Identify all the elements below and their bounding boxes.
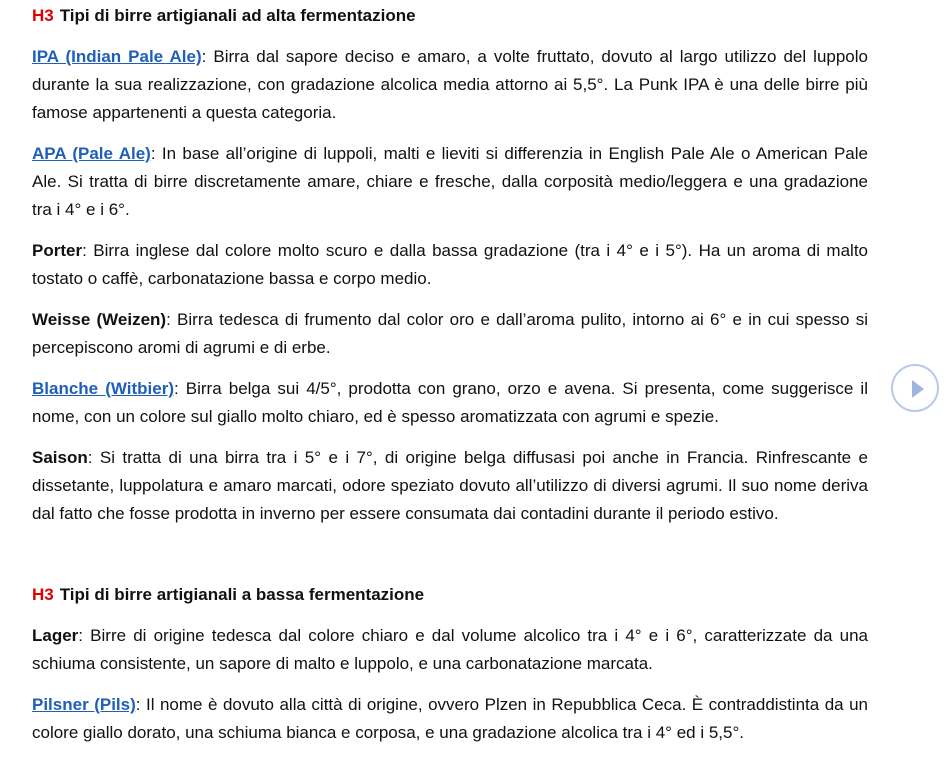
term-porter: Porter xyxy=(32,241,83,260)
section-heading-high-fermentation xyxy=(32,2,868,30)
entry-text: : Si tratta di una birra tra i 5° e i 7°, di origine belga diffusasi poi anche in Francia. Rinfrescante e dissetante, luppolatura e amaro marcati, odore speziato dovuto all’utilizzo di diversi agrumi. Il suo nome deriva dal fatto che fosse prodotta in inverno per essere consumata dai contadini durante il periodo estivo. xyxy=(32,448,868,523)
entry-ipa xyxy=(32,43,868,127)
entry-text: : Birra belga sui 4/5°, prodotta con grano, orzo e avena. Si presenta, come suggerisce il nome, con un colore sul giallo molto chiaro, ed è spesso aromatizzata con agrumi e spezie. xyxy=(32,379,868,426)
heading-text: Tipi di birre artigianali ad alta fermentazione xyxy=(59,6,416,25)
term-weisse: Weisse (Weizen) xyxy=(32,310,167,329)
entry-text: : Birra inglese dal colore molto scuro e dalla bassa gradazione (tra i 4° e i 5°). Ha un aroma di malto tostato o caffè, carbonatazione bassa e corpo medio. xyxy=(32,241,868,288)
entry-text: : Birre di origine tedesca dal colore chiaro e dal volume alcolico tra i 4° e i 6°, caratterizzate da una schiuma consistente, un sapore di malto e luppolo, e una carbonatazione marcata. xyxy=(32,626,868,673)
entry-pilsner xyxy=(32,691,868,747)
play-icon[interactable] xyxy=(891,364,939,412)
link-apa[interactable]: APA (Pale Ale) xyxy=(32,144,151,163)
section-heading-low-fermentation xyxy=(32,581,868,609)
entry-blanche xyxy=(32,375,868,431)
term-saison: Saison xyxy=(32,448,88,467)
link-blanche[interactable]: Blanche (Witbier) xyxy=(32,379,174,398)
link-pilsner[interactable]: Pilsner (Pils) xyxy=(32,695,136,714)
term-lager: Lager xyxy=(32,626,79,645)
entry-text: : Il nome è dovuto alla città di origine, ovvero Plzen in Repubblica Ceca. È contraddistinta da un colore giallo dorato, una schiuma bianca e corposa, e una gradazione alcolica tra i 4° ed i 5,5°. xyxy=(32,695,869,742)
entry-lager xyxy=(32,622,868,678)
entry-text: : Birra tedesca di frumento dal color oro e dall’aroma pulito, intorno ai 6° e in cui spesso si percepiscono aromi di agrumi e di erbe. xyxy=(32,310,868,357)
entry-apa xyxy=(32,140,868,224)
entry-text: : Birra dal sapore deciso e amaro, a volte fruttato, dovuto al largo utilizzo del luppolo durante la sua realizzazione, con gradazione alcolica media attorno ai 5,5°. La Punk IPA è una delle birre più famose appartenenti a questa categoria. xyxy=(32,47,868,122)
link-ipa[interactable]: IPA (Indian Pale Ale) xyxy=(32,47,202,66)
heading-tag: H3 xyxy=(32,6,54,25)
entry-saison xyxy=(32,444,868,528)
document-body xyxy=(32,0,868,747)
heading-text: Tipi di birre artigianali a bassa fermentazione xyxy=(59,585,425,604)
heading-tag: H3 xyxy=(32,585,54,604)
entry-porter xyxy=(32,237,868,293)
entry-weisse xyxy=(32,306,868,362)
entry-text: : In base all’origine di luppoli, malti e lieviti si differenzia in English Pale Ale o American Pale Ale. Si tratta di birre discretamente amare, chiare e fresche, dalla corposità medio/leggera e una gradazione tra i 4° e i 6°. xyxy=(32,144,868,219)
